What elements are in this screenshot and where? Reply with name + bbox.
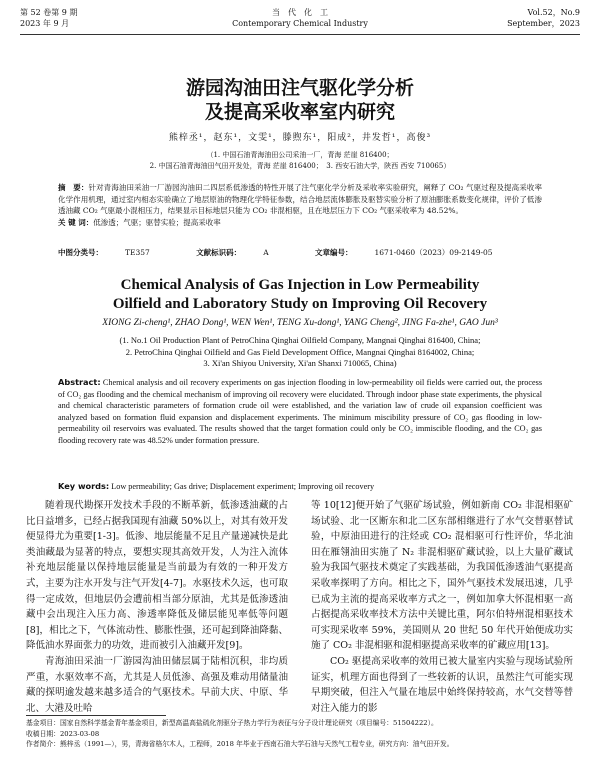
clc-label: 中图分类号： — [58, 248, 103, 257]
affiliations-cn — [0, 150, 600, 172]
title-cn — [0, 76, 600, 124]
footnote-author-bio: 作者简介：熊梓丞（1991—），男，青海省格尔木人，工程师，2018 年毕业于西南石油大学石油与天然气工程专业，研究方向：油气田开发。 — [26, 740, 454, 748]
articleno-label: 文章编号： — [315, 248, 353, 257]
body-paragraph: 等 10[12]便开始了气驱矿场试验，例如新南 CO₂ 非混相驱矿场试验、北一区断东和北二区东部相继进行了水气交替驱替试验，中原油田进行的注烃或 CO₂ 混相驱可行性评价，华北油田在雁翎油田实施了 N₂ 非混相驱矿藏试验，以上大量矿藏试验为我国气驱技术奠定了实践基础，为我国低渗透油气驱提高采收率探明了方向。相比之下，国外气驱技术发展迅速，几乎已成为主流的提高采收率方式之一，例如加拿大怀混相驱一高占据提高采收率技术方法中关键比重，阿尔伯特州混相驱技术可实现采收率 59%，美国则从 20 世纪 50 年代开始便成功实施了 CO₂ 非混相驱和混相驱提高采收率的矿藏应用[13]。 — [311, 500, 573, 652]
classification-codes — [58, 247, 542, 258]
affiliation-en-3: 3. Xi'an Shiyou University, Xi'an Shanxi 710065, China) — [203, 358, 397, 368]
footnote-funding: 基金项目：国家自然科学基金青年基金项目，新型高温高盐硫化剂驱分子热力学行为表征与分子设计理论研究（项目编号：51504222）。 — [26, 719, 438, 727]
journal-name-en: Contemporary Chemical Industry — [232, 19, 368, 28]
body-paragraph: CO₂ 驱提高采收率的效用已被大量室内实验与现场试验所证实，机理方面也得到了一些较新的认识，虽然注气可能实现早期突破，但注入气量在地层中始终保持较高，水气交替等替对注入能力的影 — [311, 655, 573, 714]
articleno-value: 1671-0460（2023）09-2149-05 — [374, 248, 493, 257]
keywords-en-text: Low permeability; Gas drive; Displacement experiment; Improving oil recovery — [111, 482, 375, 491]
article-number — [315, 247, 515, 258]
abstract-en — [58, 377, 542, 447]
affiliation-en-2: 2. PetroChina Qinghai Oilfield and Gas Field Development Office, Mangnai Qinghai 8164002, China; — [125, 346, 475, 357]
header-right — [507, 7, 580, 29]
abstract-en-text: Chemical analysis and oil recovery experiments on gas injection flooding in low-permeability oil fields were carried out, the process of CO₂ gas flooding and the chemical mechanism of improving oil recovery were elucidated. Through indoor phase state experiments, the physical and chemical characteristic parameters of formation crude oil were established, and the variation law of crude oil expansion coefficient was analyzed based on formation fluid expansion and displacement experiments. The minimum miscibility pressure of CO₂ gas flooding in low-permeability oil reservoirs was evaluated. The results showed that the target formation could only be CO₂ immiscible flooding, and the CO₂ gas flooding recovery rate was 48.52% under formation pressure. — [58, 378, 542, 445]
body-column-left — [26, 498, 288, 716]
date-cn: 2023 年 9 月 — [20, 19, 70, 28]
affiliation-en-1: (1. No.1 Oil Production Plant of PetroChina Qinghai Oilfield Company, Mangnai Qinghai 816400, China; — [119, 335, 481, 345]
abstract-en-label: Abstract: — [58, 377, 101, 387]
clc-code — [58, 247, 172, 258]
keywords-en — [58, 481, 542, 491]
journal-name-cn: 当 代 化 工 — [272, 8, 328, 17]
abstract-cn-label: 摘 要： — [58, 183, 89, 192]
title-cn-line-2: 及提高采收率室内研究 — [204, 101, 395, 123]
affiliation-cn-1: （1. 中国石油青海油田公司采油一厂，青海 茫崖 816400； — [206, 151, 394, 159]
date-en: September，2023 — [507, 19, 580, 28]
volume-issue-en: Vol.52，No.9 — [527, 8, 580, 17]
title-en-line-1: Chemical Analysis of Gas Injection in Low Permeability — [120, 277, 480, 293]
doccode-value: A — [263, 248, 269, 257]
body-column-right — [311, 498, 573, 716]
keywords-cn-text: 低渗透；气驱；驱替实验；提高采收率 — [93, 217, 221, 227]
running-header — [20, 7, 580, 37]
volume-issue-cn: 第 52 卷第 9 期 — [20, 8, 78, 17]
header-center — [20, 7, 580, 29]
clc-value: TE357 — [125, 248, 150, 257]
affiliation-cn-2: 2. 中国石油青海油田气田开发处，青海 茫崖 816400； 3. 西安石油大学，陕西 西安 710065） — [149, 162, 451, 170]
abstract-cn — [58, 182, 542, 228]
title-en — [0, 276, 600, 314]
footnote-received: 收稿日期：2023-03-08 — [26, 729, 100, 738]
affiliations-en — [0, 335, 600, 370]
document-code — [196, 247, 290, 258]
header-divider — [20, 34, 580, 35]
doccode-label: 文献标识码： — [196, 248, 242, 257]
footnote-divider — [26, 715, 166, 716]
title-en-line-2: Oilfield and Laboratory Study on Improving Oil Recovery — [112, 296, 488, 312]
body-paragraph: 随着现代勘探开发技术手段的不断革新，低渗透油藏的占比日益增多，已经占据我国现有油藏 50%以上，对其有效开发便显得尤为重要[1-3]。低渗、地层能量不足且产量递减快是此类油藏最为显著的特点，要想实现其高效开发，人为注入流体补充地层能量以保持地层能量是当前最为有效的一种开发方式，主要为注水开发与注气开发[4-7]。水驱技术久远，也可取得一定成效，但地层仍会遭前相当部分原油，尤其是低渗透油藏中会出现注入压力高、渗透率降低及储层能见率低等问题[8]，相比之下，气体流动性、膨胀性强，还可起到降油降黏、降低油水界面张力的功效，进而被引入油藏开发[9]。 — [26, 500, 288, 652]
footnotes — [26, 718, 574, 750]
authors-en: XIONG Zi-cheng¹, ZHAO Dong¹, WEN Wen¹, TENG Xu-dong¹, YANG Cheng², JING Fa-zhe¹, GAO Jun³ — [102, 318, 498, 328]
body-paragraph: 青海油田采油一厂游园沟油田储层属于陆相沉积，非均质严重，水驱效率不高，尤其是人员低渗、高强及难动用储量油藏的探明逾发越来越多适合的气驱技术。早前大庆、中原、华北、大港及吐哈 — [26, 655, 288, 714]
authors-cn: 熊梓丞¹，赵东¹，文雯¹，滕煦东¹，阳成²，井发哲¹，高俊³ — [168, 133, 432, 143]
abstract-cn-text: 针对青海油田采油一厂游园沟油田二四层系低渗透的特性开展了注气驱化学分析及采收率实验研究，阐释了 CO₂ 气驱过程及提高采收率化学作用机理，通过室内相态实验确立了地层原油的物理化学特征参数，结合地层流体膨胀及驱替实验分析了原油膨胀系数变化规律，评价了低渗透油藏 CO₂ 气驱最小混相压力，结果显示目标地层只能为 CO₂ 非混相驱，且在地层压力下 CO₂ 气驱采收率为 48.52%。 — [58, 183, 542, 215]
title-cn-line-1: 游园沟油田注气驱化学分析 — [185, 77, 414, 99]
keywords-cn-label: 关 键 词： — [58, 217, 94, 227]
keywords-en-label: Key words: — [58, 481, 110, 491]
